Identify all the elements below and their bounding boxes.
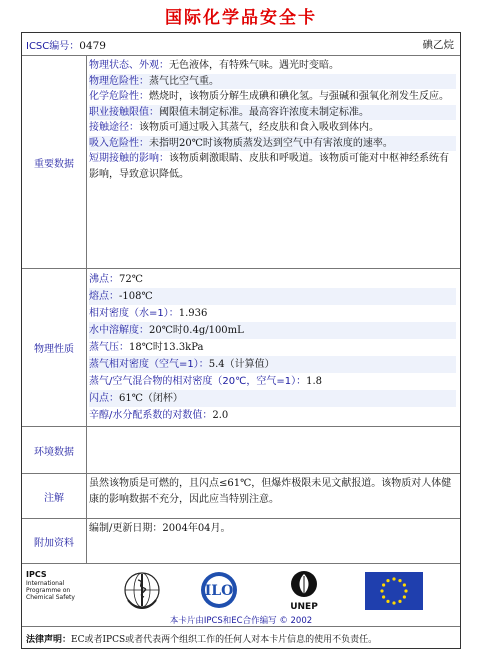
ipcs-logo: IPCS International Programme on Chemical Safety [26, 570, 75, 601]
eu-star-icon [398, 600, 401, 603]
section-content-environment [87, 427, 460, 473]
section-additional [22, 518, 460, 563]
property-item: 蒸气相对密度（空气=1）：5.4（计算值） [89, 356, 456, 373]
cooperation-note: 本卡片由IPCS和EC合作编写 © 2002 [169, 616, 313, 626]
legal-text: EC或者IPCS或者代表两个组织工作的任何人对本卡片信息的使用不负责任。 [71, 635, 378, 645]
eu-star-icon [392, 601, 395, 604]
important-item: 职业接触限值：阈限值未制定标准。最高容许浓度未制定标准。 [89, 105, 456, 121]
section-content-important [87, 56, 460, 268]
section-label-notes: 注解 [22, 474, 87, 518]
property-item: 蒸气压：18℃时13.3kPa [89, 342, 204, 353]
eu-star-icon [382, 595, 385, 598]
eu-star-icon [386, 579, 389, 582]
section-environment [22, 426, 460, 473]
important-item: 短期接触的影响：该物质刺激眼睛、皮肤和呼吸道。该物质可能对中枢神经系统有影响，导致意识降低。 [89, 153, 449, 180]
eu-star-icon [398, 579, 401, 582]
eu-star-icon [380, 589, 383, 592]
chemical-safety-card [21, 32, 461, 649]
property-item: 相对密度（水=1）：1.936 [89, 308, 208, 319]
section-physical [22, 268, 460, 426]
who-emblem-icon [122, 570, 162, 610]
eu-star-icon [382, 583, 385, 586]
section-content-notes: 虽然该物质是可燃的，且闪点≤61℃，但爆炸极限未见文献报道。该物质对人体健康的影响数据不充分，因此应当特别注意。 [89, 478, 452, 505]
footer-logos [22, 563, 460, 627]
ilo-emblem-icon [197, 570, 241, 610]
section-label-important: 重要数据 [22, 56, 87, 268]
eu-star-icon [404, 589, 407, 592]
svg-text:ILO: ILO [204, 583, 234, 599]
unep-logo: UNEP [284, 570, 324, 612]
section-notes [22, 473, 460, 518]
property-item: 沸点：72℃ [89, 274, 143, 285]
important-item: 物理状态、外观：无色液体，有特殊气味。遇光时变暗。 [89, 60, 339, 71]
legal-notice [22, 626, 460, 648]
eu-star-icon [403, 595, 406, 598]
property-item: 水中溶解度：20℃时0.4g/100mL [89, 322, 456, 339]
icsc-number: 0479 [79, 40, 106, 52]
property-item: 闪点：61℃（闭杯） [89, 390, 456, 407]
property-item: 蒸气/空气混合物的相对密度（20℃，空气=1）：1.8 [89, 376, 322, 387]
eu-star-icon [403, 583, 406, 586]
property-item: 熔点：-108℃ [89, 288, 456, 305]
important-item: 吸入危险性：未指明20℃时该物质蒸发达到空气中有害浓度的速率。 [89, 136, 456, 152]
property-item: 辛醇/水分配系数的对数值：2.0 [89, 410, 229, 421]
card-title: 国际化学品安全卡 [165, 8, 317, 28]
important-item: 化学危险性：燃烧时，该物质分解生成碘和碘化氢。与强碱和强氧化剂发生反应。 [89, 91, 449, 102]
section-label-physical: 物理性质 [22, 269, 87, 426]
important-item: 接触途径：该物质可通过吸入其蒸气，经皮肤和食入吸收到体内。 [89, 122, 379, 133]
eu-star-icon [392, 577, 395, 580]
section-content-physical [87, 269, 460, 426]
section-label-environment: 环境数据 [22, 427, 87, 473]
eu-star-icon [386, 600, 389, 603]
card-header [22, 33, 460, 55]
section-important [22, 55, 460, 268]
chemical-name: 碘乙烷 [422, 39, 454, 51]
eu-flag-icon [365, 572, 423, 610]
icsc-label: ICSC编号： [26, 41, 80, 52]
legal-label: 法律声明： [26, 635, 72, 645]
section-label-additional: 附加资料 [22, 519, 87, 563]
unep-emblem-icon [289, 570, 319, 598]
important-item: 物理危险性：蒸气比空气重。 [89, 74, 456, 90]
section-content-additional: 编制/更新日期：2004年04月。 [89, 523, 231, 534]
